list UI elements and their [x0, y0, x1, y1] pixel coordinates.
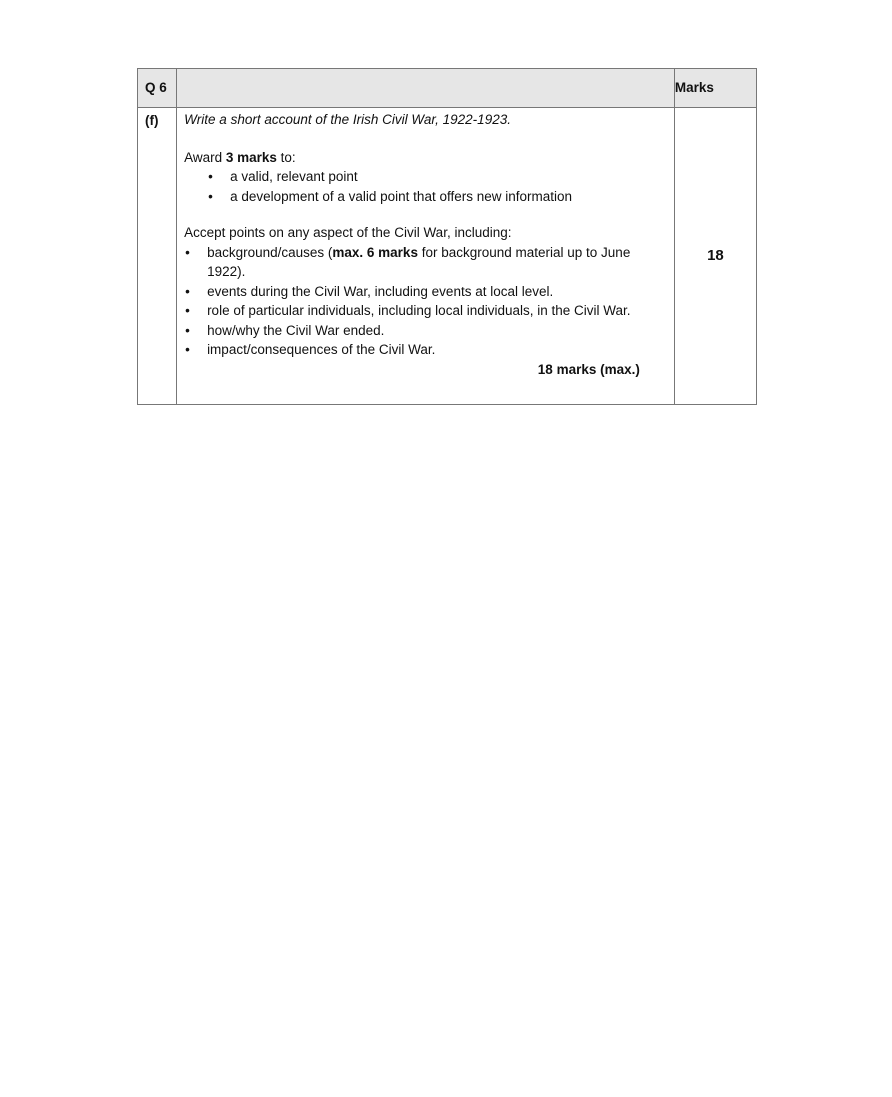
list-item: • how/why the Civil War ended.: [207, 321, 666, 341]
table-row: [138, 108, 757, 405]
question-text: Write a short account of the Irish Civil War, 1922-1923.: [184, 112, 511, 127]
accepted-points-list: [184, 243, 666, 360]
marking-guidance-cell: [177, 108, 675, 405]
part-label: (f): [138, 108, 177, 405]
question-number-header: Q 6: [138, 69, 177, 108]
marks-value: 18: [674, 108, 756, 405]
list-item: • impact/consequences of the Civil War.: [207, 340, 666, 360]
point-text: for background material up to June 1922).: [207, 244, 631, 279]
blank-header-cell: [177, 69, 675, 108]
point-bold: max. 6 marks: [332, 244, 418, 260]
list-item: • role of particular individuals, including local individuals, in the Civil War.: [207, 301, 666, 321]
point-text: background/causes (: [207, 244, 333, 260]
list-item: • a valid, relevant point: [230, 167, 666, 187]
award-suffix: to:: [276, 149, 296, 165]
award-intro: [184, 148, 666, 168]
marking-scheme-table: [137, 68, 757, 405]
table-header-row: [138, 69, 757, 108]
award-marks: 3 marks: [225, 149, 277, 165]
award-criteria-list: [184, 167, 666, 206]
total-marks-line: 18 marks (max.): [537, 361, 640, 377]
list-item: [207, 243, 666, 282]
accept-intro: Accept points on any aspect of the Civil War, including:: [184, 225, 512, 240]
list-item: • a development of a valid point that offers new information: [230, 187, 666, 207]
award-prefix: Award: [184, 149, 226, 165]
marks-header: Marks: [674, 69, 756, 108]
list-item: • events during the Civil War, including events at local level.: [207, 282, 666, 302]
